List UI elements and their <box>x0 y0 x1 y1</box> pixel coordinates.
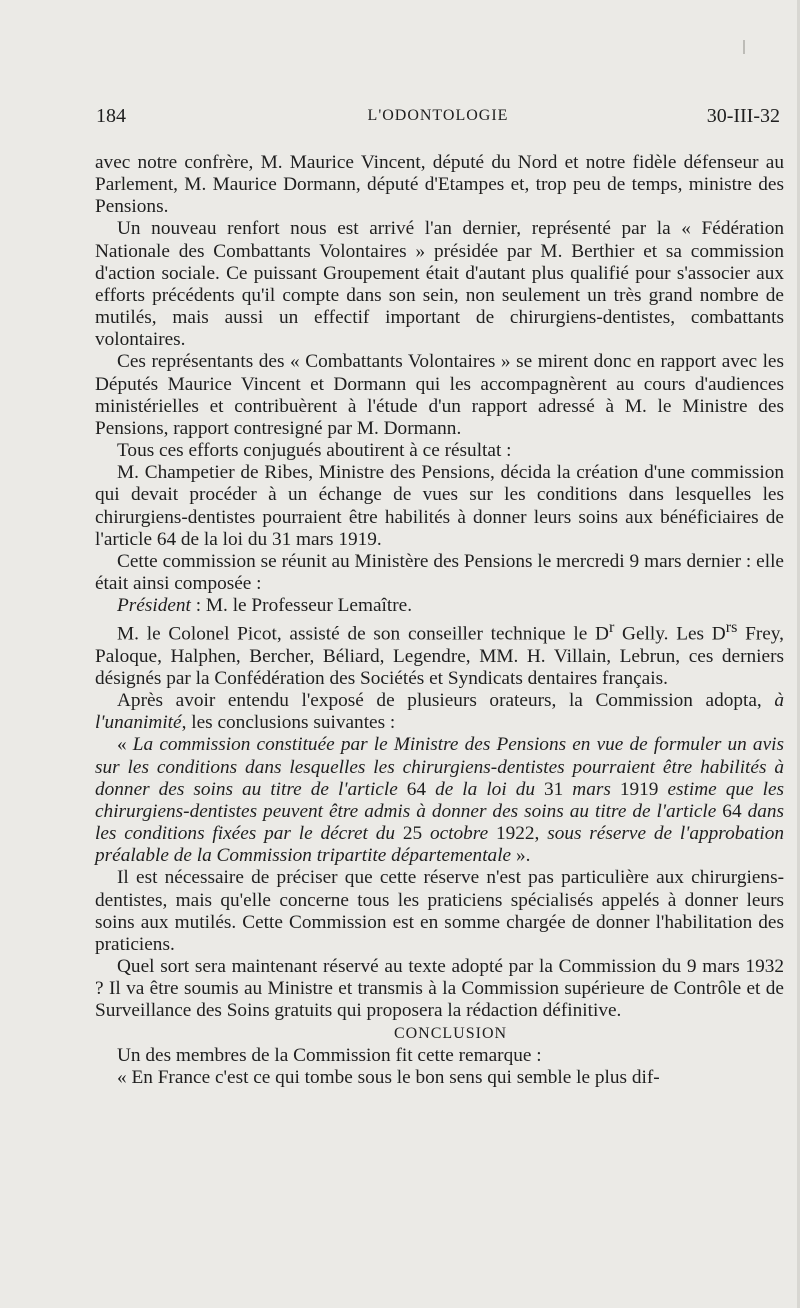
paragraph: M. Champetier de Ribes, Ministre des Pensions, décida la création d'une commission qui devait procéder à un échange de vues sur les conditions dans lesquelles les chirurgiens-dentistes pourraient être habilités à donner leurs soins aux bénéficiaires de l'article 64 de la loi du 31 mars 1919. <box>95 462 784 550</box>
issue-date: 30-III-32 <box>706 105 780 127</box>
paragraph: Ces représentants des « Combattants Volontaires » se mirent donc en rapport avec les Députés Maurice Vincent et Dormann qui les accompagnèrent au cours d'audiences ministérielles et contribuèrent à l'étude d'un rapport adressé à M. le Ministre des Pensions, rapport contresigné par M. Dormann. <box>95 351 784 439</box>
quote-mark: ». <box>511 845 531 867</box>
members-text: M. le Colonel Picot, assisté de son conseiller technique le D <box>117 623 609 645</box>
paragraph: Tous ces efforts conjugués aboutirent à ce résultat : <box>117 440 512 462</box>
members-text: Gelly. Les D <box>614 623 726 645</box>
running-title: L'ODONTOLOGIE <box>367 107 509 124</box>
quote-italic: estime que les chirurgiens-dentistes peuvent être admis à donner des soins au titre de l'article <box>95 778 785 822</box>
paragraph: Cette commission se réunit au Ministère des Pensions le mercredi 9 mars dernier : elle était ainsi composée : <box>95 550 784 594</box>
quote-italic: dans les conditions fixées par le décret du <box>95 800 784 845</box>
page-number: 184 <box>96 105 126 127</box>
scan-mark <box>743 40 745 54</box>
members-text: Frey, Paloque, Halphen, Bercher, Béliard, Legendre, MM. H. Villain, Lebrun, ces derniers désignés par la Confédération des Sociétés et Syndicats dentaires français. <box>95 623 785 690</box>
quote-italic: octobre <box>429 823 489 845</box>
paragraph: avec notre confrère, M. Maurice Vincent, député du Nord et notre fidèle défenseur au Parlement, M. Maurice Dormann, député d'Etampes et, trop peu de temps, ministre des Pensions. <box>95 152 784 218</box>
page-header <box>96 105 780 135</box>
quote-italic: de la loi du <box>435 778 535 800</box>
paragraph: Quel sort sera maintenant réservé au texte adopté par la Commission du 9 mars 1932 ? Il va être soumis au Ministre et transmis à la Commission supérieure de Contrôle et de Surveillance des Soins gratuits qui proposera la rédaction définitive. <box>95 956 784 1022</box>
quote-number: 64 <box>397 778 436 800</box>
paragraph: Un nouveau renfort nous est arrivé l'an dernier, représenté par la « Fédération Nationale des Combattants Volontaires » présidée par M. Berthier et sa commission d'action sociale. Ce puissant Groupement était d'autant plus qualifié pour s'associer aux efforts précédents qu'il compte dans son sein, non seulement un très grand nombre de mutilés, mais aussi un effectif important de chirurgiens-dentistes, combattants volontaires. <box>95 218 784 351</box>
quote-number: 64 <box>716 800 748 822</box>
president-label: Président <box>117 595 191 617</box>
adoption-text: Après avoir entendu l'exposé de plusieurs orateurs, la Commission adopta, <box>117 690 775 712</box>
quoted-resolution <box>95 734 784 867</box>
adoption-text: , les conclusions suivantes : <box>181 712 396 734</box>
emphasis: à l'unanimité <box>95 690 784 734</box>
adoption-paragraph <box>95 690 784 734</box>
president-line <box>95 595 784 617</box>
quote-mark: « <box>117 734 133 756</box>
members-paragraph <box>95 617 784 690</box>
quote-number: 25 <box>395 823 430 845</box>
quote-number: 1919 <box>610 778 668 800</box>
section-heading: CONCLUSION <box>393 1024 508 1042</box>
quote-number: 31 <box>534 778 573 800</box>
quote-italic: mars <box>572 778 611 800</box>
quote-number: 1922, <box>488 823 548 845</box>
president-text: : M. le Professeur Lemaître. <box>190 595 413 617</box>
paragraph: Un des membres de la Commission fit cette remarque : <box>117 1044 542 1066</box>
paragraph: « En France c'est ce qui tombe sous le bon sens qui semble le plus dif- <box>117 1066 660 1088</box>
superscript: rs <box>725 619 738 637</box>
quote-italic: sous réserve de l'approbation préalable de la Commission tripartite départementale <box>95 823 784 867</box>
quote-italic: La commission constituée par le Ministre des Pensions en vue de formuler un avis sur les conditions dans lesquelles les chirurgiens-dentistes pourraient être habilités à donner des soins au titre de l'article <box>95 734 784 800</box>
superscript: r <box>608 619 615 637</box>
paragraph: Il est nécessaire de préciser que cette réserve n'est pas particulière aux chirurgiens-dentistes, mais qu'elle concerne tous les praticiens spécialisés appelés à donner leurs soins aux mutilés. Cette Commission est en somme chargée de donner l'habilitation des praticiens. <box>95 867 784 955</box>
article-body <box>95 152 784 1089</box>
